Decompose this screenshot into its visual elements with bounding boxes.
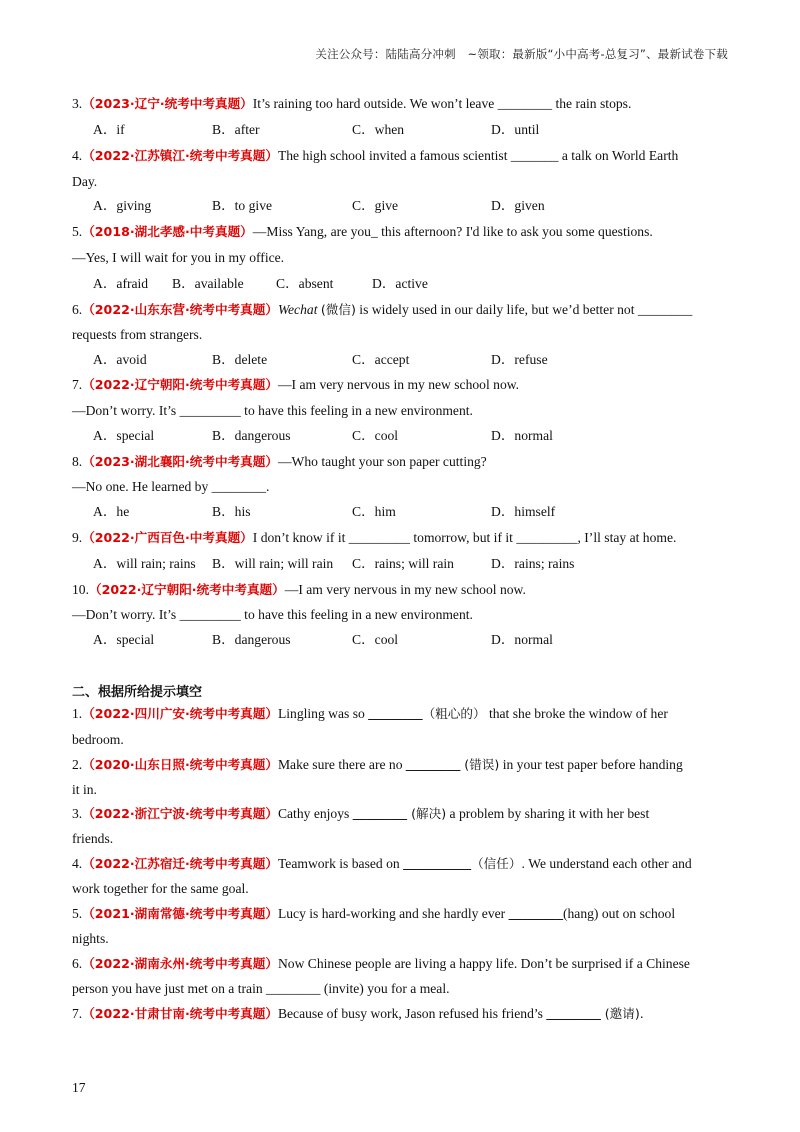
option-d: D．rains; rains [491,556,575,571]
fill-question-4-line2: work together for the same goal. [72,881,249,896]
fill-question-1: 1.（2022·四川广安·统考中考真题）Lingling was so ________（粗心的） that she broke the window of her [72,706,668,721]
option-c: C．cool [352,428,399,443]
option-d: D．normal [491,632,553,647]
question-6-line2: requests from strangers. [72,327,203,342]
section-title: 二、根据所给提示填空 [72,685,203,700]
question-8: 8.（2023·湖北襄阳·统考中考真题）—Who taught your son paper cutting? [72,454,487,469]
option-c: C．when [352,122,405,137]
fill-question-3: 3.（2022·浙江宁波·统考中考真题）Cathy enjoys ________ (解决) a problem by sharing it with her best [72,806,650,821]
question-8-line2: —No one. He learned by ________. [72,479,270,494]
question-source: （2022·山东东营·统考中考真题） [82,302,278,317]
question-source: （2022·辽宁朝阳·统考中考真题） [89,582,285,597]
question-source: （2022·四川广安·统考中考真题） [82,706,278,721]
fill-question-7: 7.（2022·甘肃甘南·统考中考真题）Because of busy work, Jason refused his friend’s ________ (邀请). [72,1006,644,1021]
question-source: （2022·江苏镇江·统考中考真题） [82,148,278,163]
option-b: B．to give [212,198,273,213]
question-source: （2023·湖北襄阳·统考中考真题） [82,454,278,469]
question-source: （2021·湖南常德·统考中考真题） [82,906,278,921]
option-c: C．give [352,198,399,213]
fill-question-6: 6.（2022·湖南永州·统考中考真题）Now Chinese people are living a happy life. Don’t be surprised if a Chinese [72,956,690,971]
option-b: B．dangerous [212,428,291,443]
question-source: （2023·辽宁·统考中考真题） [82,96,253,111]
question-source: （2022·浙江宁波·统考中考真题） [82,806,278,821]
option-b: B．his [212,504,251,519]
fill-question-5-line2: nights. [72,931,109,946]
question-4-line2: Day. [72,174,98,189]
question-6: 6.（2022·山东东营·统考中考真题）Wechat (微信) is widely used in our daily life, but we’d better not ________ [72,302,693,317]
question-5-line2: —Yes, I will wait for you in my office. [72,250,285,265]
page-number: 17 [72,1080,86,1095]
fill-question-2: 2.（2020·山东日照·统考中考真题）Make sure there are no ________ (错误) in your test paper before handing [72,757,683,772]
option-c: C．him [352,504,396,519]
option-c: C．rains; will rain [352,556,454,571]
question-source: （2022·辽宁朝阳·统考中考真题） [82,377,278,392]
option-b: B．will rain; will rain [212,556,334,571]
question-4: 4.（2022·江苏镇江·统考中考真题）The high school invited a famous scientist _______ a talk on World Earth [72,148,679,163]
question-5: 5.（2018·湖北孝感·中考真题）—Miss Yang, are you_ this afternoon? I'd like to ask you some questions. [72,224,653,239]
option-a: A．will rain; rains [93,556,196,571]
option-d: D．active [372,276,428,291]
option-b: B．after [212,122,260,137]
option-d: D．normal [491,428,553,443]
question-source: （2022·甘肃甘南·统考中考真题） [82,1006,278,1021]
option-c: C．accept [352,352,410,367]
fill-question-2-line2: it in. [72,782,97,797]
option-b: B．dangerous [212,632,291,647]
question-source: （2022·江苏宿迁·统考中考真题） [82,856,278,871]
option-d: D．given [491,198,545,213]
question-7-line2: —Don’t worry. It’s _________ to have this feeling in a new environment. [72,403,473,418]
option-a: A．special [93,428,155,443]
question-source: （2020·山东日照·统考中考真题） [82,757,278,772]
option-b: B．available [172,276,244,291]
option-a: A．afraid [93,276,149,291]
fill-question-1-line2: bedroom. [72,732,124,747]
option-b: B．delete [212,352,268,367]
option-d: D．himself [491,504,556,519]
option-a: A．he [93,504,130,519]
question-source: （2022·广西百色·中考真题） [82,530,253,545]
option-c: C．cool [352,632,399,647]
question-7: 7.（2022·辽宁朝阳·统考中考真题）—I am very nervous in my new school now. [72,377,520,392]
option-d: D．refuse [491,352,548,367]
question-9: 9.（2022·广西百色·中考真题）I don’t know if it _________ tomorrow, but if it _________, I’ll stay at home. [72,530,677,545]
question-source: （2018·湖北孝感·中考真题） [82,224,253,239]
question-3: 3.（2023·辽宁·统考中考真题）It’s raining too hard outside. We won’t leave ________ the rain stops. [72,96,632,111]
option-a: A．avoid [93,352,147,367]
fill-question-4: 4.（2022·江苏宿迁·统考中考真题）Teamwork is based on __________（信任）. We understand each other and [72,856,692,871]
option-c: C．absent [276,276,334,291]
option-a: A．if [93,122,125,137]
question-10: 10.（2022·辽宁朝阳·统考中考真题）—I am very nervous in my new school now. [72,582,526,597]
fill-question-3-line2: friends. [72,831,114,846]
option-a: A．special [93,632,155,647]
option-d: D．until [491,122,540,137]
fill-question-5: 5.（2021·湖南常德·统考中考真题）Lucy is hard-working and she hardly ever ________(hang) out on school [72,906,676,921]
fill-question-6-line2: person you have just met on a train ________ (invite) you for a meal. [72,981,450,996]
question-source: （2022·湖南永州·统考中考真题） [82,956,278,971]
option-a: A．giving [93,198,152,213]
page-header: 关注公众号：陆陆高分冲刺 ~领取：最新版“小中高考-总复习”、最新试卷下载 [315,47,728,61]
question-10-line2: —Don’t worry. It’s _________ to have this feeling in a new environment. [72,607,473,622]
